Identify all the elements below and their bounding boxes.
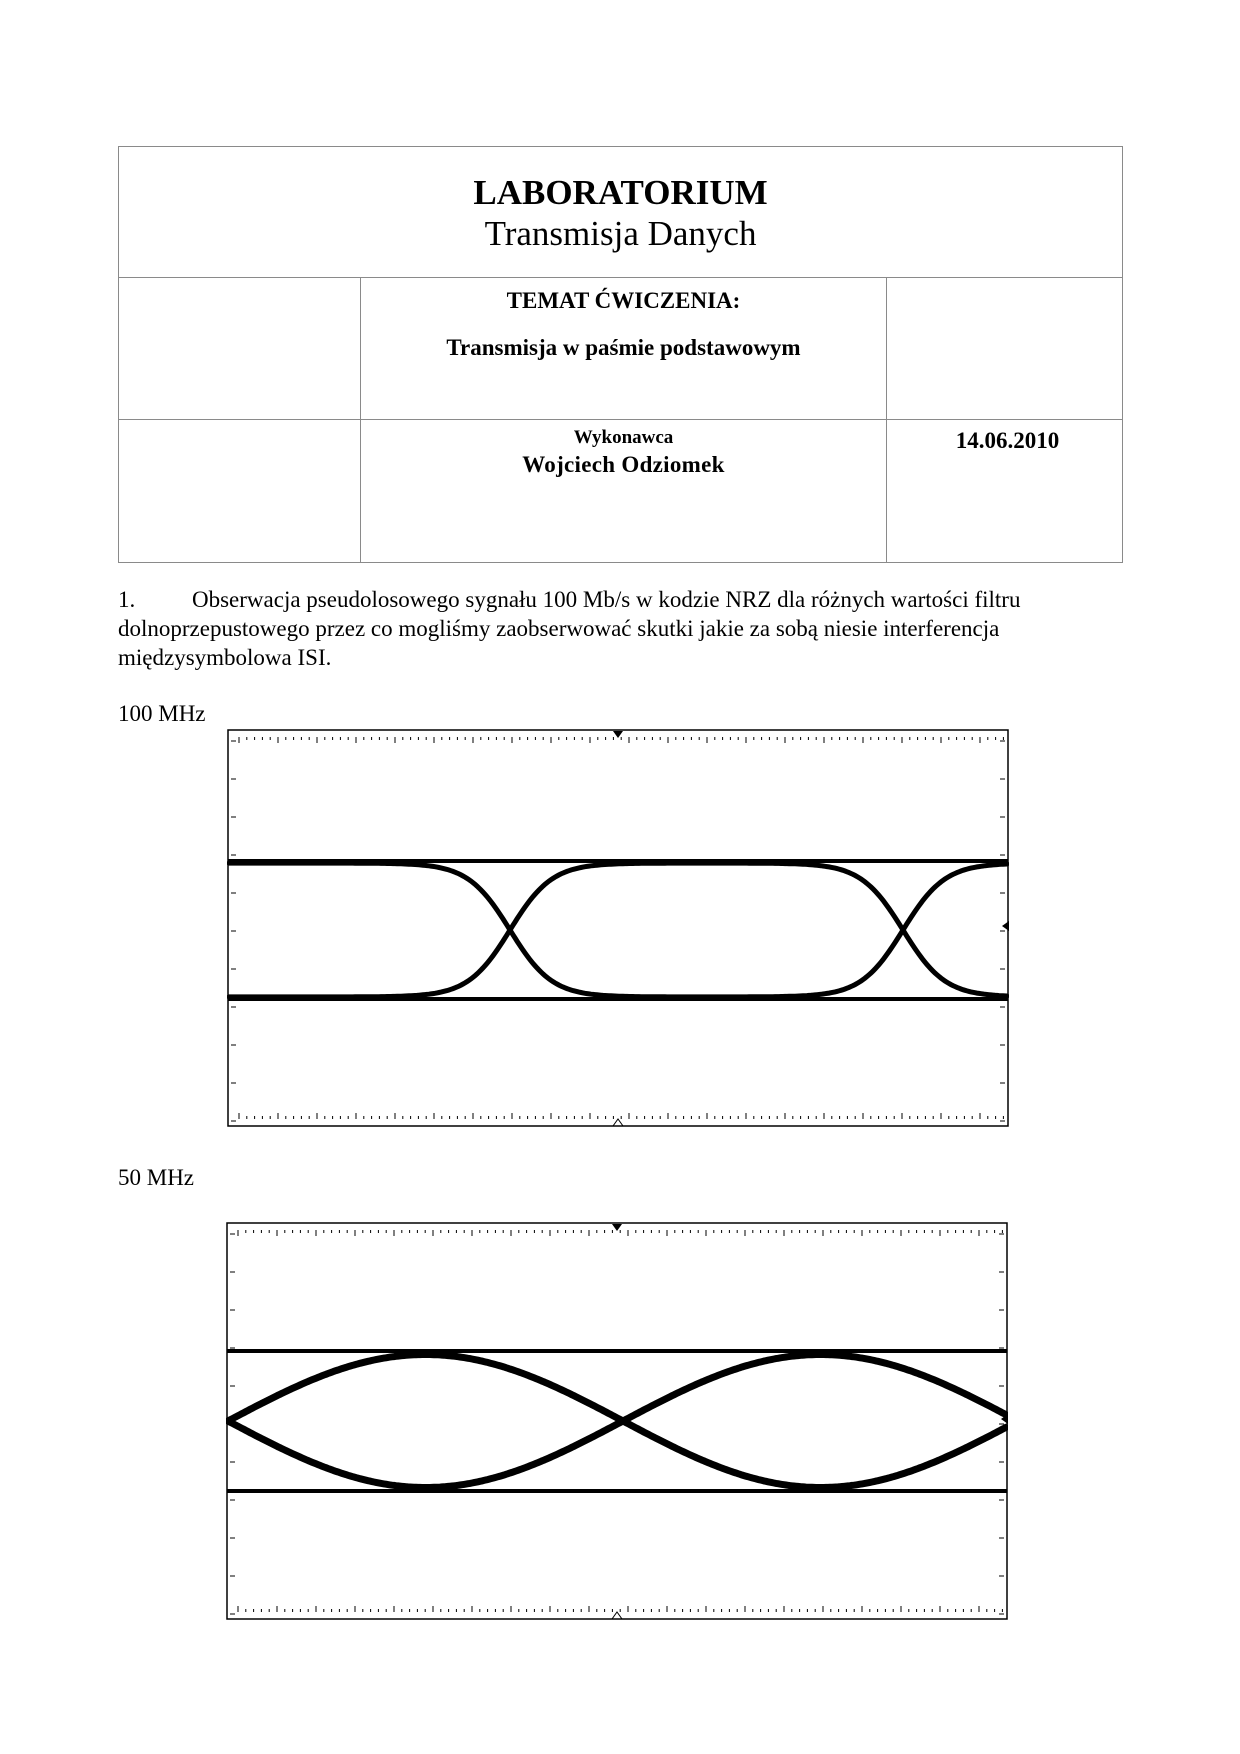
empty-cell-left — [119, 278, 361, 420]
plot-caption-2: 50 MHz — [118, 1165, 195, 1190]
trace-falling — [229, 863, 1007, 997]
trigger-marker-top — [613, 731, 623, 738]
topic-cell — [361, 278, 887, 420]
topic-label: TEMAT ĆWICZENIA: — [506, 288, 741, 313]
lab-title: LABORATORIUM — [473, 173, 768, 212]
eye-traces — [229, 863, 1007, 997]
trigger-marker-bottom — [612, 1612, 622, 1619]
plot-caption-1: 100 MHz — [118, 701, 206, 726]
section-number: 1. — [118, 587, 136, 612]
trigger-marker-bottom — [613, 1119, 623, 1126]
author-name: Wojciech Odziomek — [522, 452, 725, 477]
eye-diagram-1 — [227, 729, 1009, 1127]
scope-svg — [226, 1222, 1008, 1620]
empty-cell-left-bottom — [119, 420, 361, 563]
header-table — [118, 146, 1123, 563]
trigger-marker-top — [612, 1224, 622, 1231]
title-cell — [119, 147, 1123, 278]
trace-rising — [229, 863, 1007, 997]
eye-traces — [228, 1355, 1006, 1488]
lab-subtitle: Transmisja Danych — [484, 214, 757, 253]
section-paragraph — [118, 585, 1122, 672]
trace-sine-b — [228, 1355, 1006, 1488]
author-label: Wykonawca — [573, 427, 674, 448]
graticule-ticks — [231, 737, 1005, 1121]
date-text: 14.06.2010 — [955, 428, 1060, 453]
section-text: Obserwacja pseudolosowego sygnału 100 Mb/s w kodzie NRZ dla różnych wartości filtru dolnoprzepustowego przez co mogliśmy zaobserwować skutki jakie za sobą niesie interferencja międzysymbolowa ISI. — [118, 587, 1021, 670]
empty-cell-right — [887, 278, 1123, 420]
level-marker — [1002, 921, 1009, 931]
date-cell — [887, 420, 1123, 563]
topic-value: Transmisja w paśmie podstawowym — [446, 335, 801, 360]
eye-diagram-2 — [226, 1222, 1008, 1620]
scope-frame — [228, 730, 1008, 1126]
author-cell — [361, 420, 887, 563]
scope-svg — [227, 729, 1009, 1127]
